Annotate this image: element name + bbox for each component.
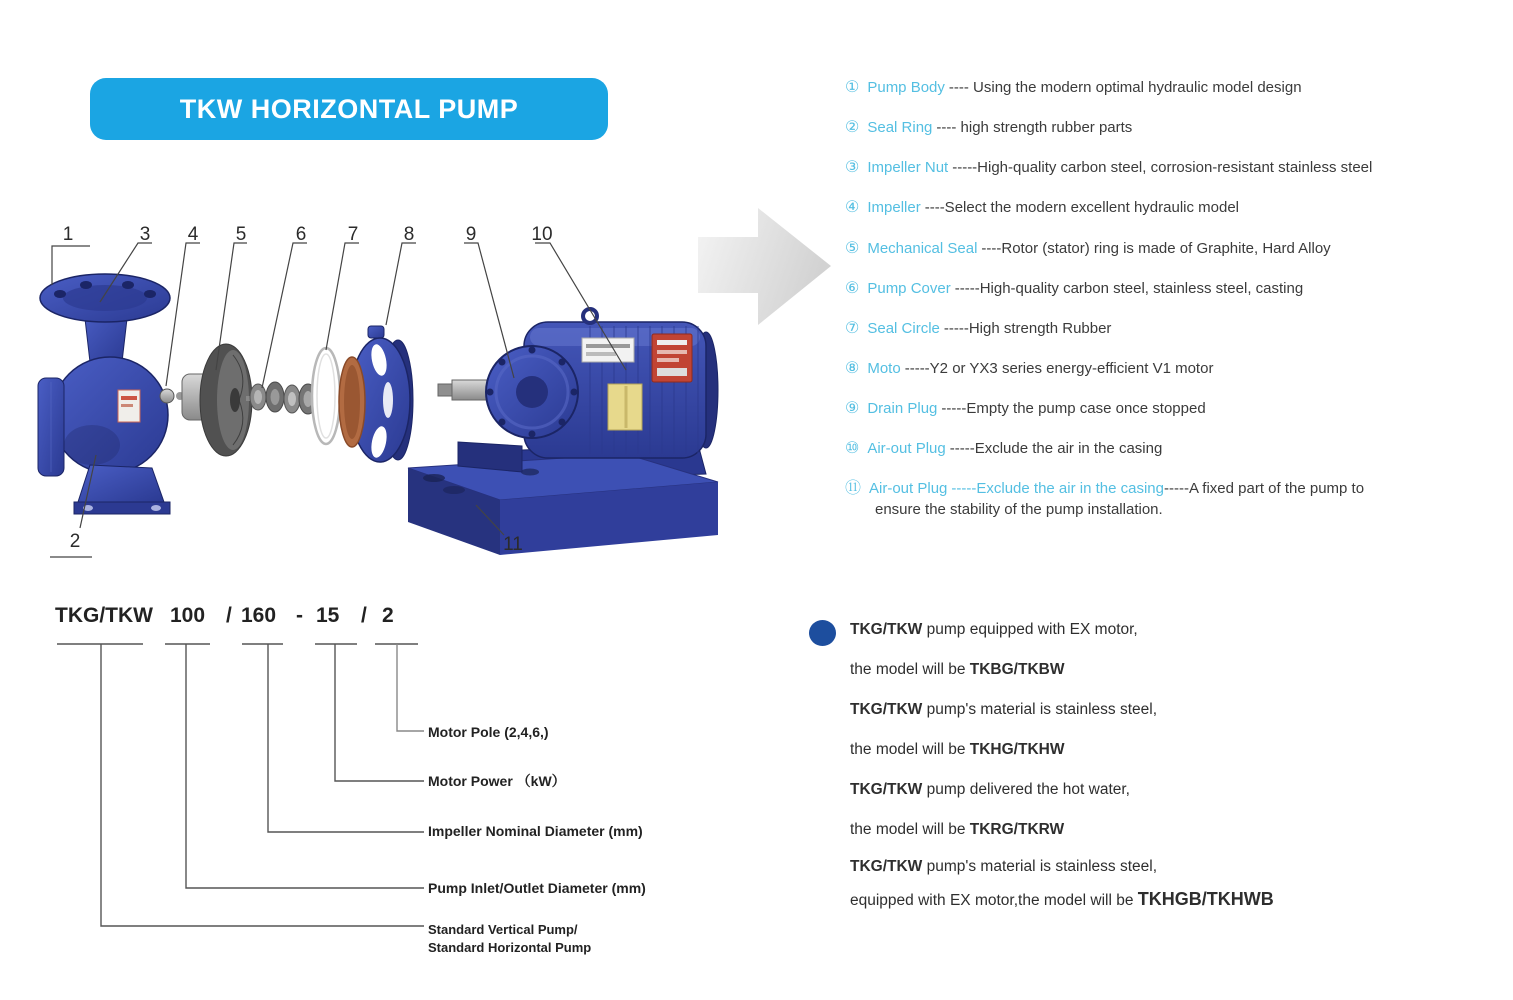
circled-number: ⑩ — [845, 440, 860, 457]
label-standard-line1: Standard Vertical Pump/ — [428, 922, 578, 937]
part-desc: -----High-quality carbon steel, stainless steel, casting — [954, 280, 1304, 297]
note-line — [850, 858, 1157, 876]
part-name: Drain Plug — [867, 400, 938, 417]
part-name: Pump Body — [867, 79, 945, 96]
part-name: Impeller — [867, 199, 921, 216]
label-inlet-outlet: Pump Inlet/Outlet Diameter (mm) — [428, 880, 646, 896]
list-item — [845, 157, 1372, 178]
circled-number: ① — [845, 79, 860, 96]
note-line — [850, 621, 1138, 639]
model-code-pole: 2 — [382, 604, 394, 627]
note-text: pump delivered the hot water, — [922, 781, 1130, 798]
list-item — [845, 398, 1206, 419]
model-code-slash2: / — [361, 604, 367, 627]
impeller-nut — [160, 389, 184, 403]
pump-exploded-diagram — [30, 210, 770, 570]
circled-number: ⑤ — [845, 240, 860, 257]
note-text: pump equipped with EX motor, — [922, 621, 1138, 638]
callout-10: 10 — [531, 224, 553, 245]
note-line — [850, 701, 1157, 719]
part-desc-highlight: -----Exclude the air in the casing — [951, 480, 1164, 497]
part-desc: -----Y2 or YX3 series energy-efficient V1 motor — [904, 360, 1214, 377]
callout-4: 4 — [187, 224, 199, 245]
callout-3: 3 — [139, 224, 151, 245]
callout-6: 6 — [295, 224, 307, 245]
title-banner — [90, 78, 608, 140]
list-item — [845, 358, 1213, 379]
list-item — [845, 117, 1132, 138]
list-item — [845, 238, 1331, 259]
model-prefix: TKG/TKW — [850, 858, 923, 875]
circled-number: ⑧ — [845, 360, 860, 377]
impeller — [182, 344, 254, 456]
callout-9: 9 — [465, 224, 477, 245]
callout-11: 11 — [503, 534, 523, 555]
model-code-dash: - — [296, 604, 303, 627]
model-code: TKBG/TKBW — [969, 661, 1065, 678]
part-name: Pump Cover — [867, 280, 951, 297]
label-standard-line2: Standard Horizontal Pump — [428, 940, 592, 955]
part-desc: ----Select the modern excellent hydraulic model — [924, 199, 1240, 216]
pump-body — [38, 274, 170, 514]
part-name: Air-out Plug — [867, 440, 946, 457]
circled-number: ⑦ — [845, 320, 860, 337]
part-desc: -----High-quality carbon steel, corrosion-resistant stainless steel — [952, 159, 1373, 176]
part-desc: ---- Using the modern optimal hydraulic model design — [948, 79, 1302, 96]
callout-8: 8 — [403, 224, 415, 245]
part-desc: ----Rotor (stator) ring is made of Graphite, Hard Alloy — [981, 240, 1331, 257]
model-code-slash1: / — [226, 604, 232, 627]
note-line — [850, 741, 1064, 759]
label-motor-pole: Motor Pole (2,4,6,) — [428, 724, 549, 740]
part-desc: -----A fixed part of the pump to — [1163, 480, 1365, 497]
note-line — [850, 821, 1064, 839]
note-text: the model will be — [850, 661, 970, 678]
part-name: Mechanical Seal — [867, 240, 978, 257]
right-arrow-icon — [698, 203, 838, 335]
callout-5: 5 — [235, 224, 247, 245]
model-code-inlet: 100 — [170, 604, 206, 627]
callout-1: 1 — [62, 224, 74, 245]
note-text: equipped with EX motor,the model will be — [850, 892, 1138, 909]
part-name: Air-out Plug — [869, 480, 948, 497]
model-prefix: TKG/TKW — [850, 701, 923, 718]
part-desc: -----Exclude the air in the casing — [949, 440, 1163, 457]
part-desc: -----High strength Rubber — [943, 320, 1112, 337]
base-plate — [408, 444, 718, 555]
mechanical-seal-stack — [250, 382, 317, 414]
list-item — [845, 77, 1302, 98]
model-code-connector-lines — [0, 600, 780, 1000]
list-item — [845, 438, 1162, 459]
circled-number: ⑥ — [845, 280, 860, 297]
part-name: Seal Ring — [867, 119, 933, 136]
circled-number: ② — [845, 119, 860, 136]
circled-number: ③ — [845, 159, 860, 176]
note-line — [850, 661, 1064, 679]
model-prefix: TKG/TKW — [850, 621, 923, 638]
list-item — [845, 197, 1239, 218]
circled-number: ⑪ — [845, 480, 862, 497]
note-text: the model will be — [850, 741, 970, 758]
model-code: TKHG/TKHW — [969, 741, 1065, 758]
label-impeller-diameter: Impeller Nominal Diameter (mm) — [428, 823, 643, 839]
note-line — [850, 889, 1274, 910]
model-code-impeller: 160 — [241, 604, 277, 627]
motor — [458, 309, 718, 472]
part-name: Seal Circle — [867, 320, 940, 337]
callout-2: 2 — [69, 531, 81, 552]
model-code: TKHGB/TKHWB — [1137, 889, 1274, 909]
part-desc-line2: ensure the stability of the pump installation. — [875, 501, 1163, 518]
circled-number: ⑨ — [845, 400, 860, 417]
callout-7: 7 — [347, 224, 359, 245]
model-prefix: TKG/TKW — [850, 781, 923, 798]
part-desc: ---- high strength rubber parts — [936, 119, 1133, 136]
model-code: TKRG/TKRW — [969, 821, 1065, 838]
note-text: pump's material is stainless steel, — [922, 701, 1158, 718]
note-text: the model will be — [850, 821, 970, 838]
part-name: Impeller Nut — [867, 159, 949, 176]
circled-number: ④ — [845, 199, 860, 216]
note-text: pump's material is stainless steel, — [922, 858, 1158, 875]
pump-cover — [339, 326, 413, 462]
part-desc: -----Empty the pump case once stopped — [941, 400, 1206, 417]
list-item — [845, 318, 1111, 339]
seal-circle-ring — [312, 348, 340, 444]
list-item — [845, 278, 1303, 299]
model-code-power: 15 — [316, 604, 340, 627]
list-item — [845, 478, 1364, 520]
page-title: TKW HORIZONTAL PUMP — [179, 93, 519, 124]
label-motor-power: Motor Power （kW） — [428, 773, 566, 789]
part-name: Moto — [867, 360, 901, 377]
note-line — [850, 781, 1130, 799]
model-code-series: TKG/TKW — [55, 604, 153, 627]
bullet-dot — [809, 620, 836, 646]
